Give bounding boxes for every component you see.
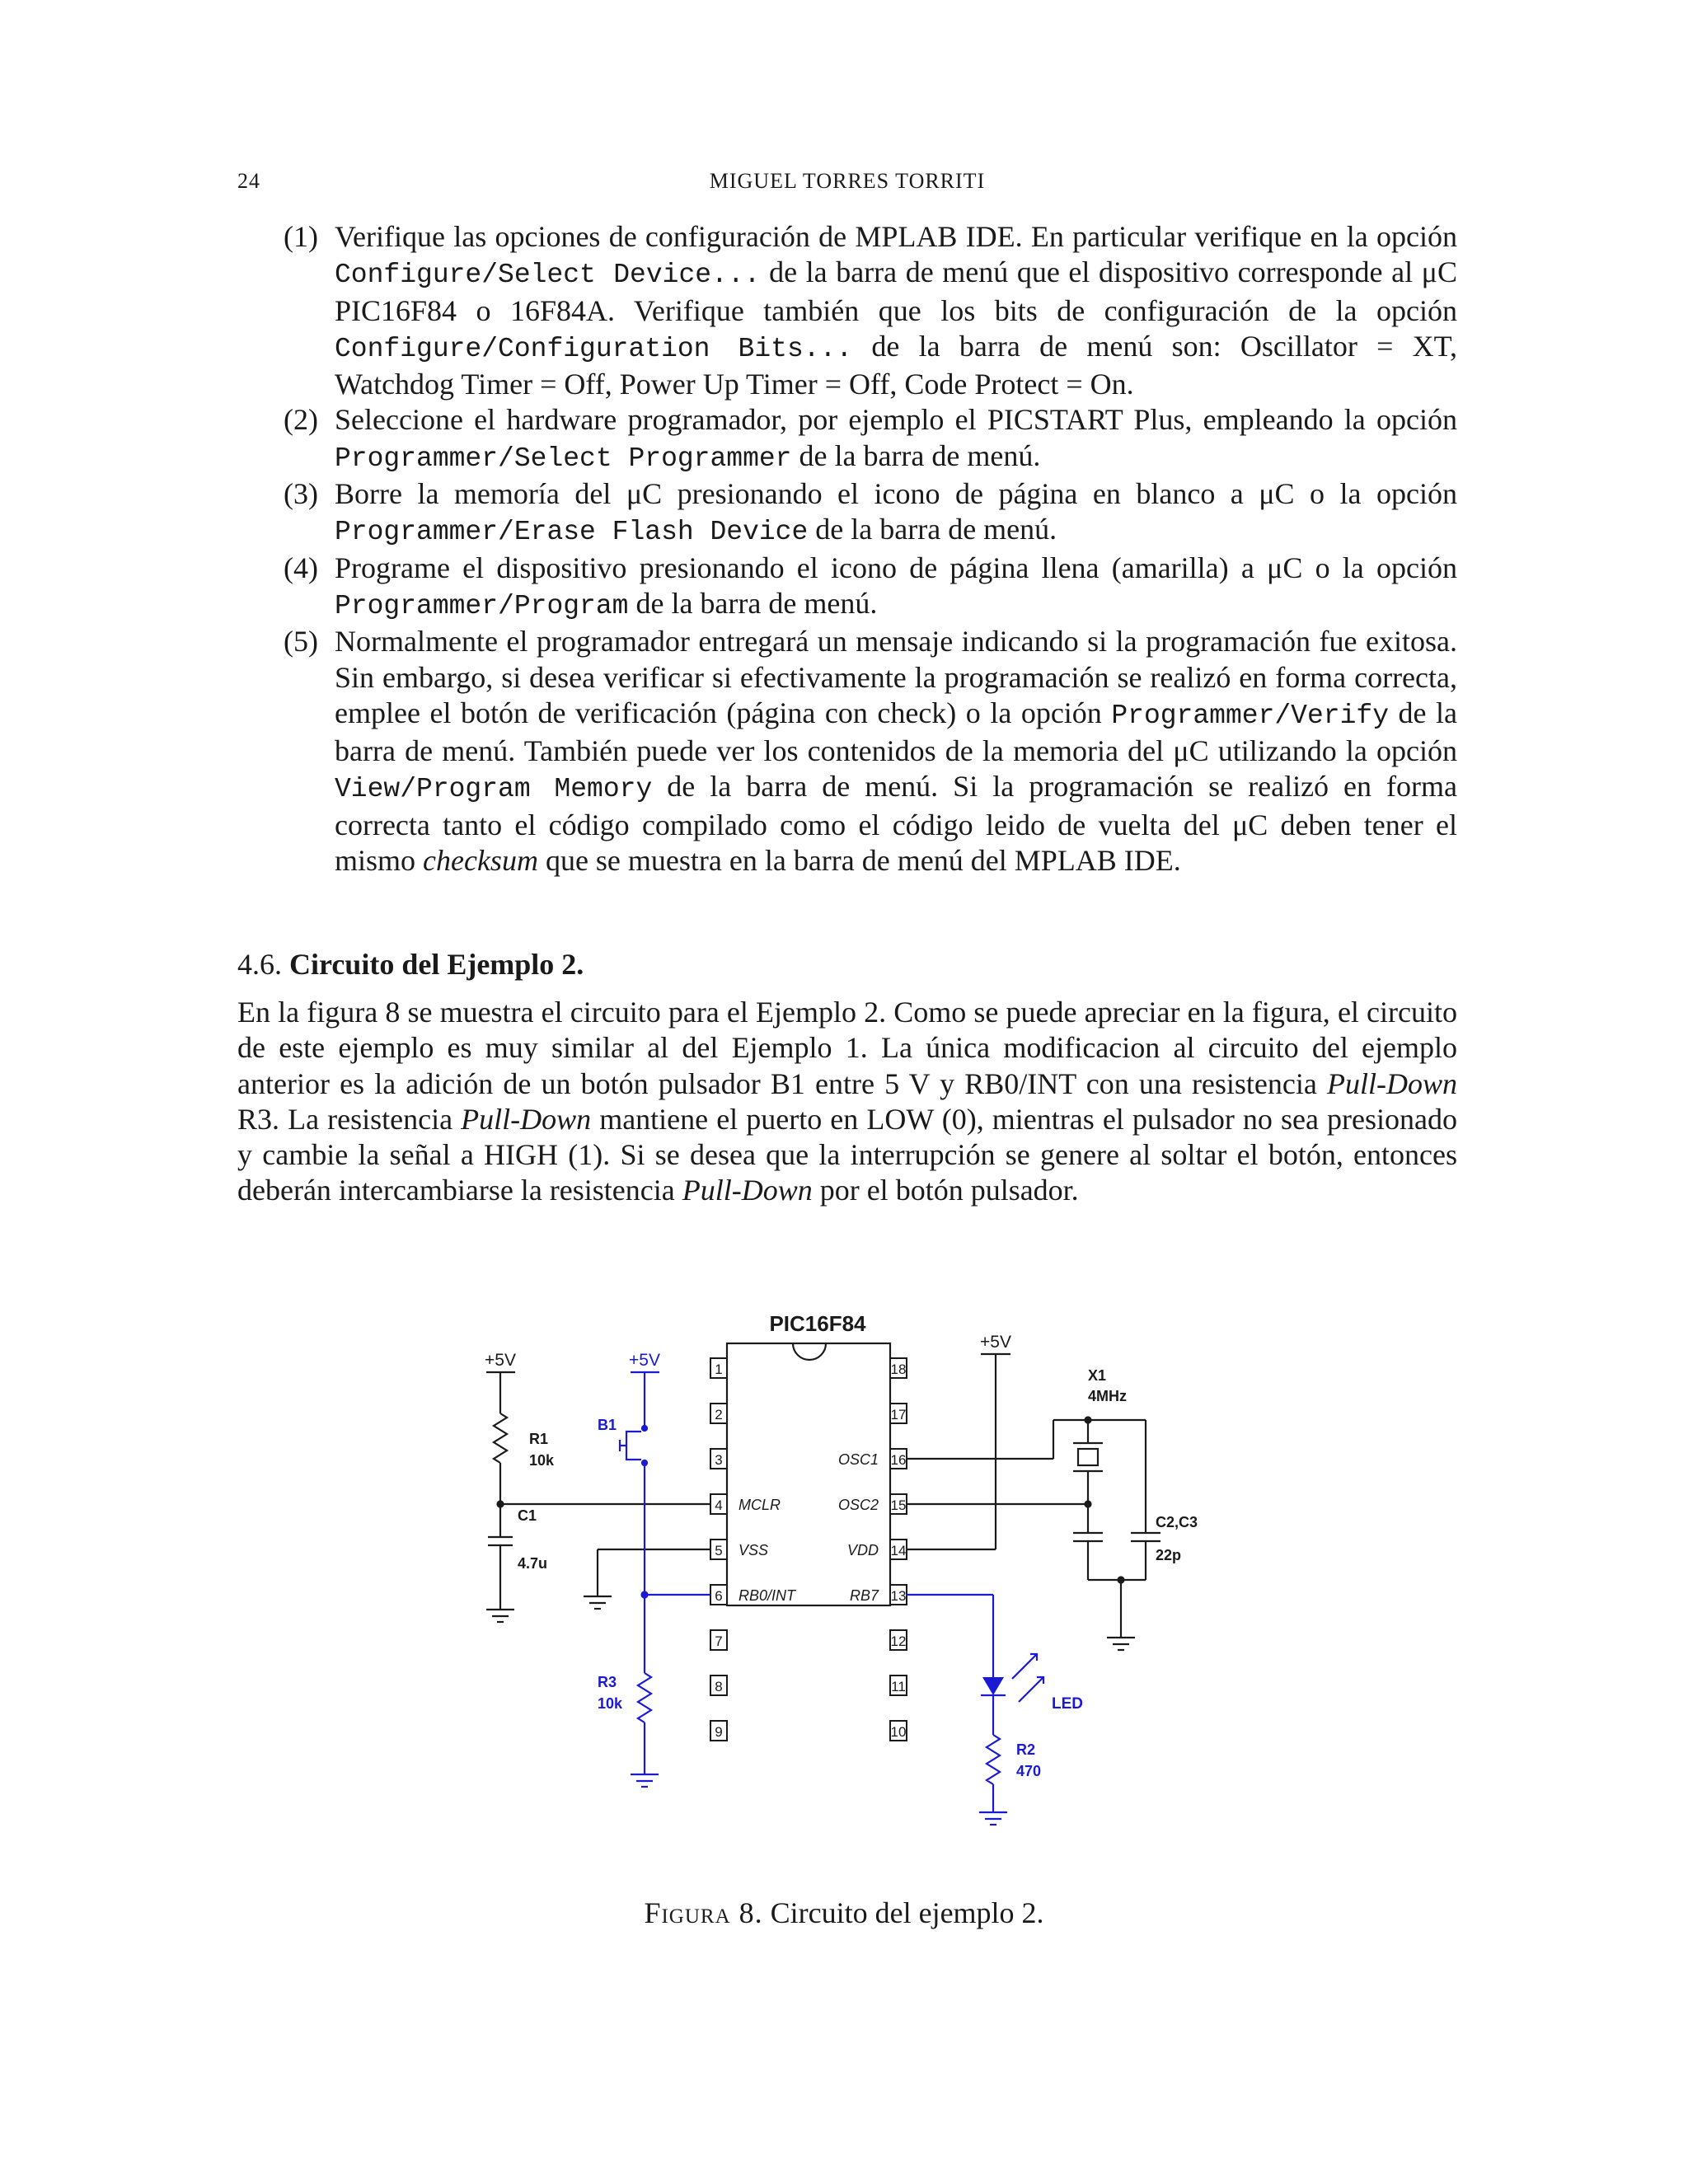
pin-right-14: 14 <box>890 1543 907 1558</box>
paragraph-text: Pull-Down <box>1327 1066 1457 1100</box>
step-text: Verifique las opciones de configuración de MPLAB IDE. En particular verifique en la opción <box>335 220 1457 253</box>
running-head: MIGUEL TORRES TORRITI <box>709 169 986 193</box>
step-number: (5) <box>284 625 318 658</box>
pin-label-rb0: RB0/INT <box>738 1587 796 1604</box>
circuit-figure <box>462 1298 1203 1867</box>
chip-name: PIC16F84 <box>769 1311 866 1336</box>
menu-path: Programmer/Verify <box>1111 700 1389 731</box>
menu-path: Programmer/Select Programmer <box>335 443 792 474</box>
pin-right-18: 18 <box>890 1361 907 1377</box>
body-paragraph <box>237 995 1457 1209</box>
pin-left-9: 9 <box>715 1724 723 1740</box>
pin-label-mclr: MCLR <box>738 1497 781 1513</box>
caption-label: Figura 8. <box>644 1896 763 1929</box>
pin-left-8: 8 <box>715 1679 723 1694</box>
r2-name: R2 <box>1016 1741 1036 1758</box>
step-number: (4) <box>284 551 318 584</box>
pin-left-4: 4 <box>715 1497 723 1513</box>
r1-resistor <box>494 1413 507 1463</box>
supply-left-label: +5V <box>485 1351 516 1370</box>
pin-right-16: 16 <box>890 1452 907 1468</box>
r3-resistor <box>638 1673 651 1722</box>
paragraph-text: Pull-Down <box>682 1174 813 1207</box>
step-item <box>237 551 1457 625</box>
page-header <box>237 169 1457 197</box>
r3-name: R3 <box>598 1674 617 1690</box>
supply-right-label: +5V <box>980 1333 1011 1352</box>
circuit-diagram <box>462 1298 1203 1867</box>
pin-right-13: 13 <box>890 1588 907 1604</box>
pin-right-10: 10 <box>890 1724 907 1740</box>
menu-path: Configure/Configuration Bits... <box>335 333 853 364</box>
pin-label-vdd: VDD <box>846 1542 879 1558</box>
pin-left-2: 2 <box>715 1407 723 1422</box>
menu-path: Programmer/Erase Flash Device <box>335 517 809 548</box>
c23-name: C2,C3 <box>1156 1514 1198 1530</box>
pin-left-5: 5 <box>715 1543 723 1558</box>
pin-left-3: 3 <box>715 1452 723 1468</box>
b1-name: B1 <box>598 1417 617 1433</box>
r2-resistor <box>987 1735 1000 1784</box>
step-text: Normalmente el programador entregará un mensaje indicando si la programación fue exitosa. Sin embargo, si desea verificar si efectivamente la programación se realizó en forma correcta, emplee el botón de verificación (página con check) o la opción <box>335 625 1457 729</box>
pin-right-11: 11 <box>891 1679 906 1694</box>
section-number: 4.6. <box>237 948 282 981</box>
pin-label-osc2: OSC2 <box>837 1497 879 1513</box>
steps-list <box>237 219 1457 879</box>
paragraph-text: Pull-Down <box>461 1102 592 1136</box>
page-number: 24 <box>237 169 260 193</box>
r2-value: 470 <box>1016 1763 1042 1779</box>
step-item <box>237 402 1457 476</box>
step-number: (3) <box>284 477 318 511</box>
step-text: de la barra de menú. <box>791 438 1041 472</box>
c1-value: 4.7u <box>518 1555 548 1572</box>
c23-value: 22p <box>1156 1547 1182 1563</box>
x1-name: X1 <box>1088 1367 1107 1384</box>
b1-switch <box>626 1432 641 1460</box>
pin-label-osc1: OSC1 <box>837 1451 879 1468</box>
pin-right-15: 15 <box>890 1497 907 1513</box>
x1-value: 4MHz <box>1088 1388 1128 1404</box>
supply-button-label: +5V <box>629 1351 660 1370</box>
step-number: (2) <box>284 403 318 437</box>
caption-text: Circuito del ejemplo 2. <box>770 1896 1044 1929</box>
pin-left-6: 6 <box>715 1588 723 1604</box>
r1-value: 10k <box>529 1452 555 1469</box>
pin-label-rb7: RB7 <box>849 1587 879 1604</box>
step-text: de la barra de menú. <box>628 586 878 620</box>
section-heading <box>237 947 584 982</box>
step-text: Borre la memoría del μC presionando el icono de página en blanco a μC o la opción <box>335 477 1457 511</box>
pin-left-7: 7 <box>715 1633 723 1649</box>
step-item <box>237 624 1457 879</box>
paragraph-text: R3. La resistencia <box>237 1102 462 1136</box>
c1-name: C1 <box>518 1507 537 1524</box>
step-text: Seleccione el hardware programador, por ejemplo el PICSTART Plus, empleando la opción <box>335 403 1457 437</box>
led-arrows <box>1012 1654 1043 1702</box>
menu-path: Programmer/Program <box>335 590 629 621</box>
step-text: de la barra de menú. Si la programación se realizó en forma correcta tanto el código compilado como el código leido de vuelta del μC deben tener el mismo <box>335 770 1458 878</box>
step-text: de la barra de menú. <box>808 513 1057 546</box>
pin-left-1: 1 <box>715 1361 723 1377</box>
chip-body <box>727 1343 890 1605</box>
step-text: que se muestra en la barra de menú del MPLAB IDE. <box>537 844 1181 878</box>
led-name: LED <box>1052 1695 1083 1713</box>
paragraph-text: En la figura 8 se muestra el circuito para el Ejemplo 2. Como se puede apreciar en la figura, el circuito de este ejemplo es muy similar al del Ejemplo 1. La única modificacion al circuito del ejemplo anterior es la adición de un botón pulsador B1 entre 5 V y RB0/INT con una resistencia <box>237 996 1457 1100</box>
menu-path: View/Program Memory <box>335 774 653 805</box>
pin-right-12: 12 <box>890 1633 907 1649</box>
step-text: de la barra de menú son: Oscillator = XT, Watchdog Timer = Off, Power Up Timer = Off, Code Protect = On. <box>335 329 1457 401</box>
pin-label-vss: VSS <box>738 1542 769 1558</box>
paragraph-text: mantiene el puerto en LOW (0), mientras el pulsador no sea presionado y cambie la señal a HIGH (1). Si se desea que la interrupción se genere al soltar el botón, entonces deberán intercambiarse la resistencia <box>237 1102 1457 1207</box>
step-text: de la barra de menú que el dispositivo corresponde al μC PIC16F84 o 16F84A. Verifique también que los bits de configuración de la opción <box>335 255 1457 327</box>
menu-path: Configure/Select Device... <box>335 260 761 291</box>
step-text: checksum <box>423 844 538 878</box>
step-item <box>237 219 1457 402</box>
chip-notch <box>793 1343 826 1360</box>
step-item <box>237 476 1457 551</box>
led-diode <box>982 1677 1004 1695</box>
r3-value: 10k <box>598 1695 623 1712</box>
step-text: de la barra de menú. También puede ver los contenidos de la memoria del μC utilizando la opción <box>335 696 1457 768</box>
r1-name: R1 <box>529 1431 549 1447</box>
step-text: Programe el dispositivo presionando el icono de página llena (amarilla) a μC o la opción <box>335 551 1457 584</box>
pin-right-17: 17 <box>890 1407 907 1422</box>
step-number: (1) <box>284 220 318 253</box>
figure-caption <box>0 1896 1688 1930</box>
paragraph-text: por el botón pulsador. <box>812 1174 1079 1207</box>
section-title: Circuito del Ejemplo 2. <box>289 948 584 981</box>
